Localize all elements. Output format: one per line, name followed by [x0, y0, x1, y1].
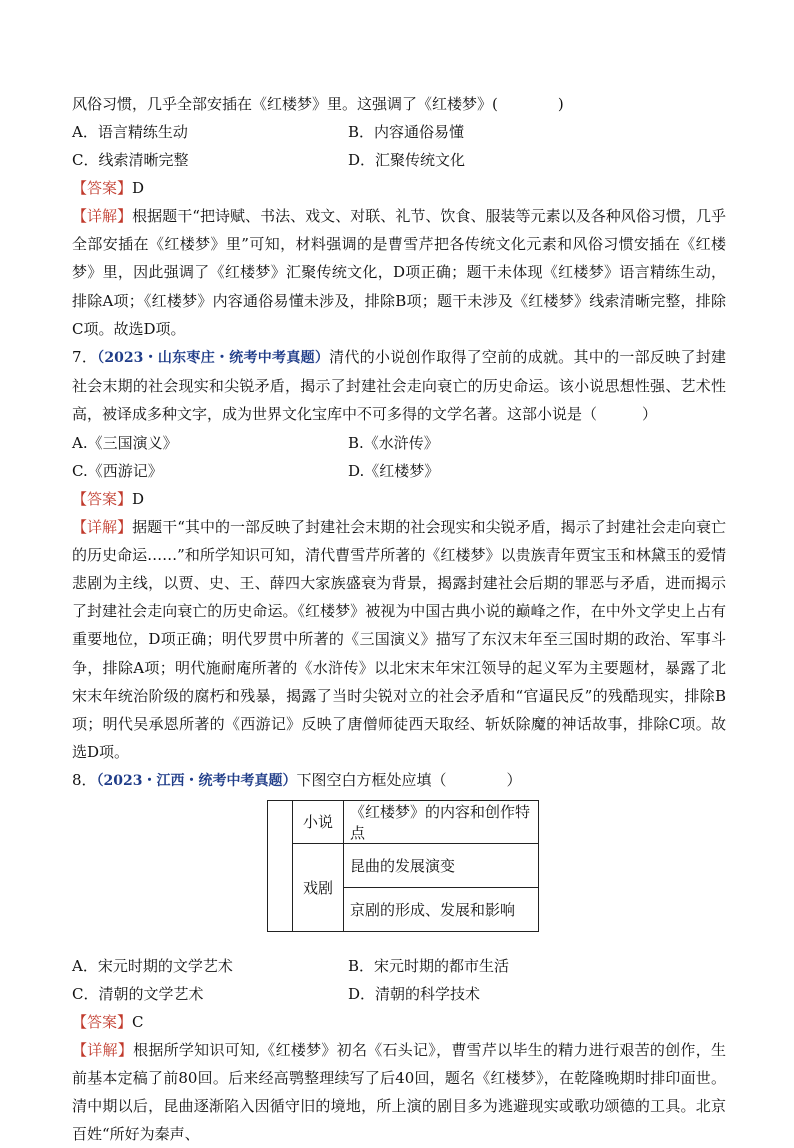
- q6-answer: [72, 174, 726, 202]
- q7-option-d: D.《红楼梦》: [348, 461, 440, 480]
- answer-value: D: [132, 179, 145, 197]
- answer-value: D: [132, 489, 145, 508]
- answer-label: 【答案】: [72, 1012, 133, 1031]
- question-number: 8．: [72, 771, 97, 790]
- q7-option-a: A.《三国演义》: [72, 433, 178, 452]
- q7-option-b: B.《水浒传》: [348, 433, 439, 452]
- q8-option-d: D．清朝的科学技术: [348, 984, 481, 1003]
- table-type-drama: 戏剧: [293, 843, 344, 931]
- q7-options-row-2: [72, 457, 726, 485]
- answer-value: C: [132, 1012, 144, 1031]
- table-content-kunqu: 昆曲的发展演变: [344, 843, 539, 887]
- q7-options-row-1: [72, 429, 726, 457]
- question-number: 7．: [72, 348, 98, 367]
- q8-option-a: A．宋元时期的文学艺术: [72, 956, 233, 975]
- question-text: 下图空白方框处应填（ ）: [296, 771, 522, 790]
- document-page: [72, 90, 726, 1148]
- q8-option-b: B．宋元时期的都市生活: [348, 956, 510, 975]
- q6-option-c: C．线索清晰完整: [72, 151, 189, 169]
- q8-option-c: C．清朝的文学艺术: [72, 984, 204, 1003]
- detail-label: 【详解】: [72, 1040, 134, 1059]
- detail-label: 【详解】: [72, 517, 133, 536]
- q8-options-row-1: [72, 952, 726, 980]
- q6-option-b: B．内容通俗易懂: [348, 123, 465, 141]
- q7-answer: [72, 485, 726, 513]
- q6-options-row-2: [72, 146, 726, 174]
- detail-text: 根据题干“把诗赋、书法、戏文、对联、礼节、饮食、服装等元素以及各种风俗习惯，几乎全部安插在《红楼梦》里”可知，材料强调的是曹雪芹把各传统文化元素和风俗习惯安插在《红楼梦》里，因此强调了《红楼梦》汇聚传统文化，D项正确；题干未体现《红楼梦》语言精练生动，排除A项；《红楼梦》内容通俗易懂未涉及，排除B项；题干未涉及《红楼梦》线索清晰完整，排除C项。故选D项。: [72, 207, 726, 338]
- detail-text: 据题干“其中的一部反映了封建社会末期的社会现实和尖锐矛盾，揭示了封建社会走向衰亡的历史命运……”和所学知识可知，清代曹雪芹所著的《红楼梦》以贵族青年贾宝玉和林黛玉的爱情悲剧为主线，以贾、史、王、薛四大家族盛衰为背景，揭露封建社会后期的罪恶与矛盾，进而揭示了封建社会走向衰亡的历史命运。《红楼梦》被视为中国古典小说的巅峰之作，在中外文学史上占有重要地位，D项正确；明代罗贯中所著的《三国演义》描写了东汉末年至三国时期的政治、军事斗争，排除A项；明代施耐庵所著的《水浒传》以北宋末年宋江领导的起义军为主要题材，暴露了北宋末年统治阶级的腐朽和残暴，揭露了当时尖锐对立的社会矛盾和“官逼民反”的残酷现实，排除B项；明代吴承恩所著的《西游记》反映了唐僧师徒西天取经、斩妖除魔的神话故事，排除C项。故选D项。: [72, 517, 726, 762]
- detail-text: 根据所学知识可知,《红楼梦》初名《石头记》，曹雪芹以毕生的精力进行艰苦的创作，生前基本定稿了前80回。后来经高鹗整理续写了后40回，题名《红楼梦》，在乾隆晚期时排印面世。清中期以后，昆曲逐渐陷入因循守旧的境地，所上演的剧目多为逃避现实或歌功颂德的工具。北京百姓“所好为秦声、: [72, 1040, 726, 1144]
- detail-label: 【详解】: [72, 207, 133, 225]
- q6-detail: [72, 202, 726, 343]
- q8-detail: [72, 1036, 726, 1148]
- question-text: 清代的小说创作取得了空前的成就。其中的一部反映了封建社会末期的社会现实和尖锐矛盾，揭示了封建社会走向衰亡的历史命运。该小说思想性强、艺术性高，被译成多种文字，成为世界文化宝库中不可多得的文学名著。这部小说是（ ）: [72, 348, 726, 424]
- q7-stem: [72, 343, 726, 429]
- q7-option-c: C.《西游记》: [72, 461, 163, 480]
- q7-detail: [72, 513, 726, 767]
- q8-options-row-2: [72, 980, 726, 1008]
- answer-label: 【答案】: [72, 489, 133, 508]
- q6-stem-tail: 风俗习惯，几乎全部安插在《红楼梦》里。这强调了《红楼梦》( ): [72, 95, 564, 113]
- answer-label: 【答案】: [72, 179, 133, 197]
- table-content-novel: 《红楼梦》的内容和创作特点: [344, 800, 539, 843]
- q8-answer: [72, 1008, 726, 1036]
- question-source: （2023・江西・统考中考真题）: [96, 773, 297, 790]
- table-content-jingju: 京剧的形成、发展和影响: [344, 887, 539, 931]
- q8-stem: [72, 766, 726, 795]
- q8-figure: [72, 800, 726, 952]
- q6-option-a: A．语言精练生动: [72, 123, 188, 141]
- question-source: （2023・山东枣庄・统考中考真题）: [97, 350, 330, 367]
- q8-structure-table: [267, 800, 539, 932]
- table-type-novel: 小说: [293, 800, 344, 843]
- q6-option-d: D．汇聚传统文化: [348, 151, 466, 169]
- q6-options-row-1: [72, 118, 726, 146]
- blank-box-cell: [268, 800, 293, 931]
